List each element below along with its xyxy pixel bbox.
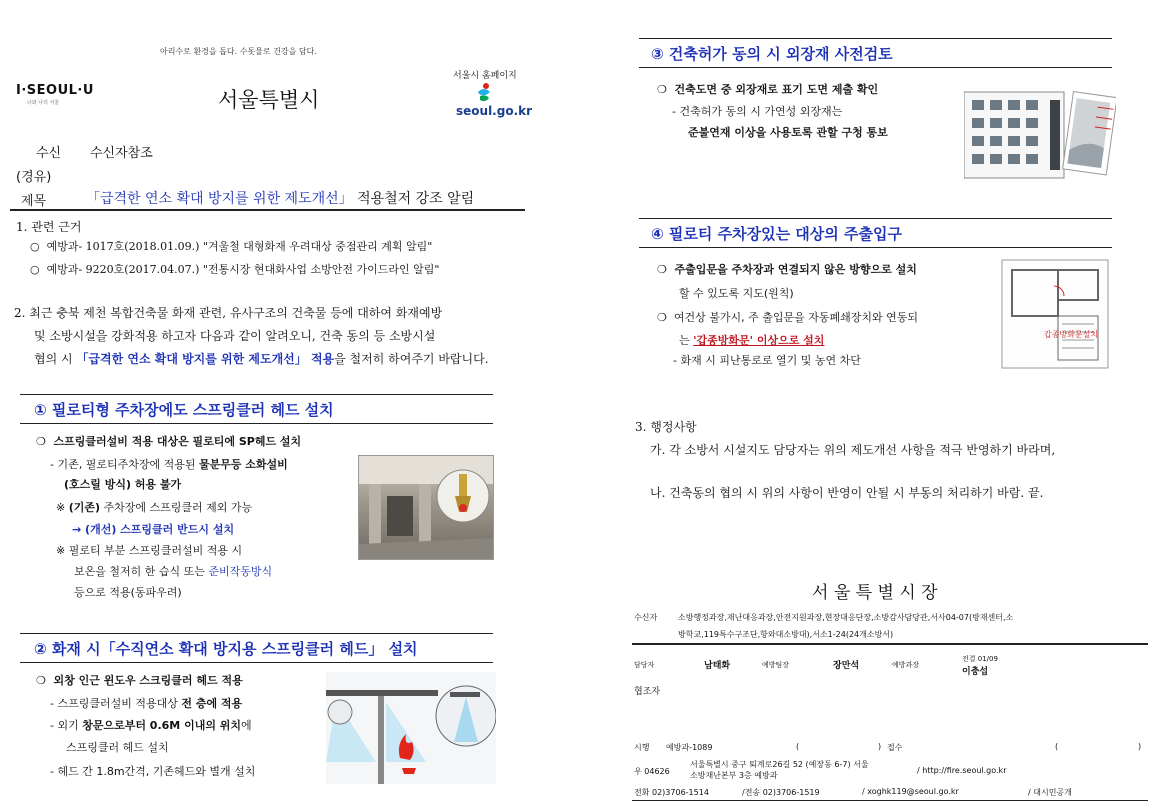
- drafter-label: 담당자: [634, 661, 655, 669]
- received-label: 접수: [887, 743, 903, 752]
- section2-title: ② 화재 시「수직연소 확대 방지용 스프링클러 헤드」 설치: [34, 640, 418, 658]
- public-disclosure: / 대시민공개: [1028, 788, 1072, 797]
- s1-title: 1. 관련 근거: [16, 220, 82, 234]
- org-title: 서울특별시: [218, 88, 320, 112]
- slogan: 아리수로 환경을 돕다. 수돗물로 건강을 담다.: [160, 47, 317, 56]
- section3-line-2: 준불연재 이상을 사용토록 관할 구청 통보: [688, 126, 888, 139]
- subject-rest: 적용철저 강조 알림: [352, 191, 475, 207]
- s3-title: 3. 행정사항: [635, 420, 697, 434]
- section1-title: ① 필로티형 주차장에도 스프링클러 헤드 설치: [34, 401, 334, 419]
- homepage-url[interactable]: seoul.go.kr: [456, 104, 533, 118]
- recipients-label: 수신자: [634, 613, 658, 622]
- exterior-material-drawing: [964, 86, 1116, 181]
- subject-highlight: 「급격한 연소 확대 방지를 위한 제도개선」: [86, 191, 353, 207]
- footer-rule-2: [632, 800, 1148, 801]
- subject-label: 제목: [21, 194, 47, 209]
- recipient-label: 수신: [36, 146, 62, 161]
- section4-bullet-1: ❍ 주출입문을 주차장과 연결되지 않은 방향으로 설치: [657, 263, 917, 276]
- s2-highlight: 「급격한 연소 확대 방지를 위한 제도개선」 적용: [76, 352, 335, 366]
- section2-line-3: 스프링클러 헤드 설치: [66, 741, 169, 754]
- iseoulu-logo: I·SEOUL·U: [16, 83, 94, 98]
- homepage-label: 서울시 홈페이지: [453, 71, 517, 81]
- section3-line-1: - 건축허가 동의 시 가연성 외장재는: [672, 105, 843, 118]
- email[interactable]: / xoghk119@seoul.go.kr: [862, 787, 959, 796]
- section3-title: ③ 건축허가 동의 시 외장재 사전검토: [651, 45, 893, 63]
- s2-line-1: 2. 최근 충북 제천 복합건축물 화재 관련, 유사구조의 건축물 등에 대하여 화재예방: [14, 306, 443, 320]
- window-sprinkler-diagram: [326, 672, 496, 784]
- section1-line-4: → (개선) 스프링클러 반드시 설치: [72, 523, 235, 536]
- exec-value: 예방과-1089: [666, 743, 713, 752]
- seoul-logo-icon: [474, 82, 494, 104]
- s2-line-3: 협의 시 「급격한 연소 확대 방지를 위한 제도개선」 적용을 철저히 하여주기 바랍니다.: [34, 352, 489, 366]
- s3-line-a: 가. 각 소방서 시설지도 담당자는 위의 제도개선 사항을 적극 반영하기 바라며,: [650, 443, 1056, 457]
- section4-bullet-1-line-2: 할 수 있도록 지도(원칙): [679, 287, 794, 300]
- exec-paren-open: (: [796, 742, 800, 751]
- s1-item-2: ○ 예방과- 9220호(2017.04.07.) "전통시장 현대화사업 소방안전 가이드라인 알림": [30, 263, 440, 276]
- director-name: 이충섭: [962, 667, 989, 677]
- via-label: (경유): [16, 170, 52, 185]
- s2-line-2: 및 소방시설을 강화적용 하고자 다음과 같이 알려오니, 건축 동의 등 소방시설: [34, 329, 436, 343]
- section1-line-6: 보온을 철저히 한 습식 또는 준비작동방식: [74, 565, 273, 578]
- footer-rule-1: [632, 643, 1148, 645]
- section1-line-1: - 기존, 필로티주차장에 적용된 물분무등 소화설비: [50, 458, 288, 471]
- address-line-2: 소방재난본부 3층 예방과: [690, 771, 778, 780]
- address-line-1: 서울특별시 중구 퇴계로26길 52 (예장동 6-7) 서울: [690, 760, 869, 769]
- fax: /전송 02)3706-1519: [742, 788, 820, 797]
- section1-line-3: ※ (기존) 주차장에 스프링클러 제외 가능: [56, 501, 253, 514]
- section4-bullet-2-line-3: - 화재 시 피난통로로 열기 및 농연 차단: [673, 354, 861, 367]
- exec-paren-close: ): [878, 742, 882, 751]
- phone: 전화 02)3706-1514: [634, 788, 709, 797]
- subject-rule: [10, 209, 525, 211]
- fire-site-url[interactable]: / http://fire.seoul.go.kr: [917, 766, 1007, 775]
- section2-line-1: - 스프링클러설비 적용대상 전 층에 적용: [50, 697, 243, 710]
- section2-line-4: - 헤드 간 1.8m간격, 기존헤드와 별개 설치: [50, 765, 256, 778]
- fire-door-floorplan: [998, 256, 1113, 372]
- exec-label: 시행: [634, 743, 650, 752]
- section2-line-2: - 외기 창문으로부터 0.6M 이내의 위치에: [50, 719, 252, 732]
- chief-label: 예방팀장: [762, 661, 790, 669]
- zip-code: 우 04626: [634, 767, 670, 776]
- fire-door-highlight: '갑종방화문' 이상으로 설치: [693, 334, 825, 347]
- section3-bullet: ❍ 건축도면 중 외장재로 표기 도면 제출 확인: [657, 83, 879, 96]
- director-date: 전결 01/09: [962, 655, 998, 663]
- section4-bullet-2: ❍ 여건상 불가시, 주 출입문을 자동폐쇄장치와 연동되: [657, 311, 918, 324]
- fire-door-label: 갑종방화문설치: [1044, 330, 1099, 339]
- logo-sub: 너와 나의 서울: [27, 100, 60, 106]
- section1-line-2: (호스릴 방식) 허용 불가: [64, 478, 182, 491]
- subject-text: [86, 188, 474, 208]
- section1-line-7: 등으로 적용(동파우려): [74, 586, 182, 599]
- piloti-parking-photo: [358, 455, 494, 560]
- recipients-line-1: 소방행정과장,재난대응과장,안전지원과장,현장대응단장,소방감사담당관,서사04-07(방재센터,소: [678, 613, 1014, 622]
- section1-bullet: ❍ 스프링클러설비 적용 대상은 필로티에 SP헤드 설치: [36, 435, 302, 448]
- received-paren-open: (: [1055, 742, 1059, 751]
- received-paren-close: ): [1138, 742, 1142, 751]
- section4-bullet-2-line-2: 는 '갑종방화문' 이상으로 설치: [679, 334, 825, 347]
- s1-item-1: ○ 예방과- 1017호(2018.01.09.) "겨울철 대형화재 우려대상 중점관리 계획 알림": [30, 240, 433, 253]
- section1-line-5: ※ 필로티 부분 스프링클러설비 적용 시: [56, 544, 243, 557]
- director-label: 예방과장: [892, 661, 920, 669]
- chief-name: 장만석: [833, 661, 860, 671]
- coop-label: 협조자: [634, 687, 661, 697]
- section4-title: ④ 필로티 주차장있는 대상의 주출입구: [651, 225, 902, 243]
- recipients-line-2: 방학교,119특수구조단,항와대소방대),서소1-24(24개소방서): [678, 630, 894, 639]
- recipient-value: 수신자참조: [90, 146, 153, 161]
- s3-line-b: 나. 건축동의 협의 시 위의 사항이 반영이 안될 시 부동의 처리하기 바람. 끝.: [650, 486, 1044, 500]
- drafter-name: 남태화: [704, 661, 731, 671]
- section2-bullet: ❍ 외창 인근 윈도우 스크링클러 헤드 적용: [36, 674, 243, 687]
- mayor-title: 서 울 특 별 시 장: [812, 583, 938, 603]
